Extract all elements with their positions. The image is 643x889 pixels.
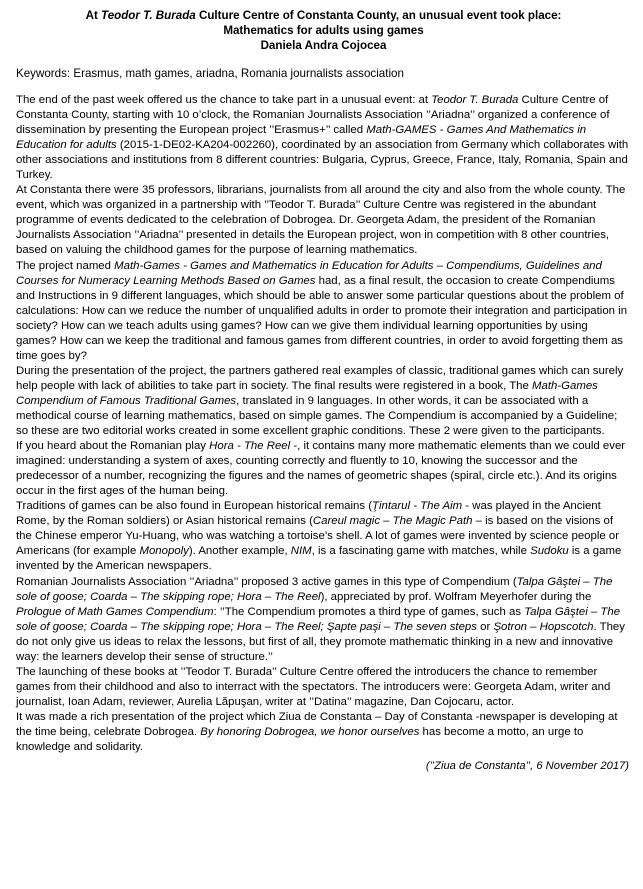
source-citation: (’’Ziua de Constanta’’, 6 November 2017) [425,760,629,773]
title-line-2: Mathematics for adults using games [223,24,424,37]
paragraph-2: At Constanta there were 35 professors, librarians, journalists from all around the city and also from the whole county. The event, which was organized in a partnership with ’’Teodor T. Burada’’ Culture Centre was registered in the abundant programme of events dedicated to the celebration of Dobrogea. Dr. Georgeta Adam, the president of the Romanian Journalists Association ’’Ariadna’’ presented in details the European project, won in competition with 8 other countries, based on valuing the childhood games for the purpose of learning mathematics. [16,184,626,257]
paragraph-9: It was made a rich presentation of the project which Ziua de Constanta – Day of Constanta -newspaper is developing at the time being, celebrate Dobrogea. By honoring Dobrogea, we honor ourselves has become a motto, an urge to knowledge and solidarity. [16,710,618,754]
paragraph-5: If you heard about the Romanian play Hora - The Reel -, it contains many more mathematic elements than we could ever imagined: understanding a system of axes, counting correctly and fluently to 10, knowing the successor and the predecessor of a number, recognizing the figures and the names of geometric shapes (spiral, circle etc.). And its origins occur in the first ages of the human being. [16,440,626,498]
paragraph-4: During the presentation of the project, the partners gathered real examples of classic, traditional games which can surely help people with lack of abilities to take part in society. The final results were registered in a book, The Math-Games Compendium of Famous Traditional Games, translated in 9 languages. In other words, it can be associated with a methodical course of learning mathematics, based on simple games. The Compendium is accompanied by a Guideline; so these are two editorial works created in some excellent graphic conditions. These 2 were given to the participants. [16,364,624,438]
paragraph-1: The end of the past week offered us the chance to take part in a unusual event: at Teodor T. Burada Culture Centre of Constanta County, starting with 10 o’clock, the Romanian Journalists Association ’’Ariadna’’ organized a conference of dissemination by presenting the European project ’’Erasmus+’’ called Math-GAMES - Games And Mathematics in Education for adults (2015-1-DE02-KA204-002260), coordinated by an association from Germany which collaborates with other associations and institutions from 8 different countries: Bulgaria, Cyprus, Greece, France, Italy, Romania, Spain and Turkey. [16,94,629,182]
author-name: Daniela Andra Cojocea [260,39,387,52]
title-line-1: At Teodor T. Burada Culture Centre of Constanta County, an unusual event took place: [85,9,562,22]
paragraph-3: The project named Math-Games - Games and Mathematics in Education for Adults – Compendiums, Guidelines and Courses for Numeracy Learning Methods Based on Games had, as a final result, the occasion to create Compendiums and Instructions in 9 different languages, which should be able to answer some particular questions about the problem of calculations: How can we reduce the number of unqualified adults in order to promote their integration and participation in society? How can we teach adults using games? How can we give them individual learning opportunities by using games? How can we keep the traditional and famous games from different countries, in order to avoid forgetting them as time goes by? [16,259,628,362]
paragraph-8: The launching of these books at ’’Teodor T. Burada’’ Culture Centre offered the introducers the chance to remember games from their childhood and also to interract with the spectators. The introducers were: Georgeta Adam, writer and journalist, Ioan Adam, reviewer, Aurelia Lăpuşan, writer at ’’Datina’’ magazine, Dan Cojocaru, actor. [16,665,611,708]
paragraph-7: Romanian Journalists Association ’’Ariadna’’ proposed 3 active games in this type of Compendium (Talpa Gâştei – The sole of goose; Coarda – The skipping rope; Hora – The Reel), appreciated by prof. Wolfram Meyerhofer during the Prologue of Math Games Compendium: ’’The Compendium promotes a third type of games, such as Talpa Gâştei – The sole of goose; Coarda – The skipping rope; Hora – The Reel; Şapte paşi – The seven steps or Şotron – Hopscotch. They do not only give us ideas to relax the lessons, but first of all, they promote mathematic thinking in a new and innovative way: the learners develop their sense of structure.’’ [16,575,625,663]
article-title [16,8,631,53]
paragraph-6: Traditions of games can be also found in European historical remains (Ţintarul - The Aim - was played in the Ancient Rome, by the Roman soldiers) or Asian historical remains (Careul magic – The Magic Path – is based on the visions of the Chinese emperor Yu-Huang, who was watching a tortoise’s shell. A lot of games were invented by science people or Americans (for example Monopoly). Another example, NIM, is a fascinating game with matches, while Sudoku is a game invented by the American newspapers. [16,500,622,573]
keywords: Keywords: Erasmus, math games, ariadna, Romania journalists association [16,67,404,80]
article-body [16,93,631,755]
